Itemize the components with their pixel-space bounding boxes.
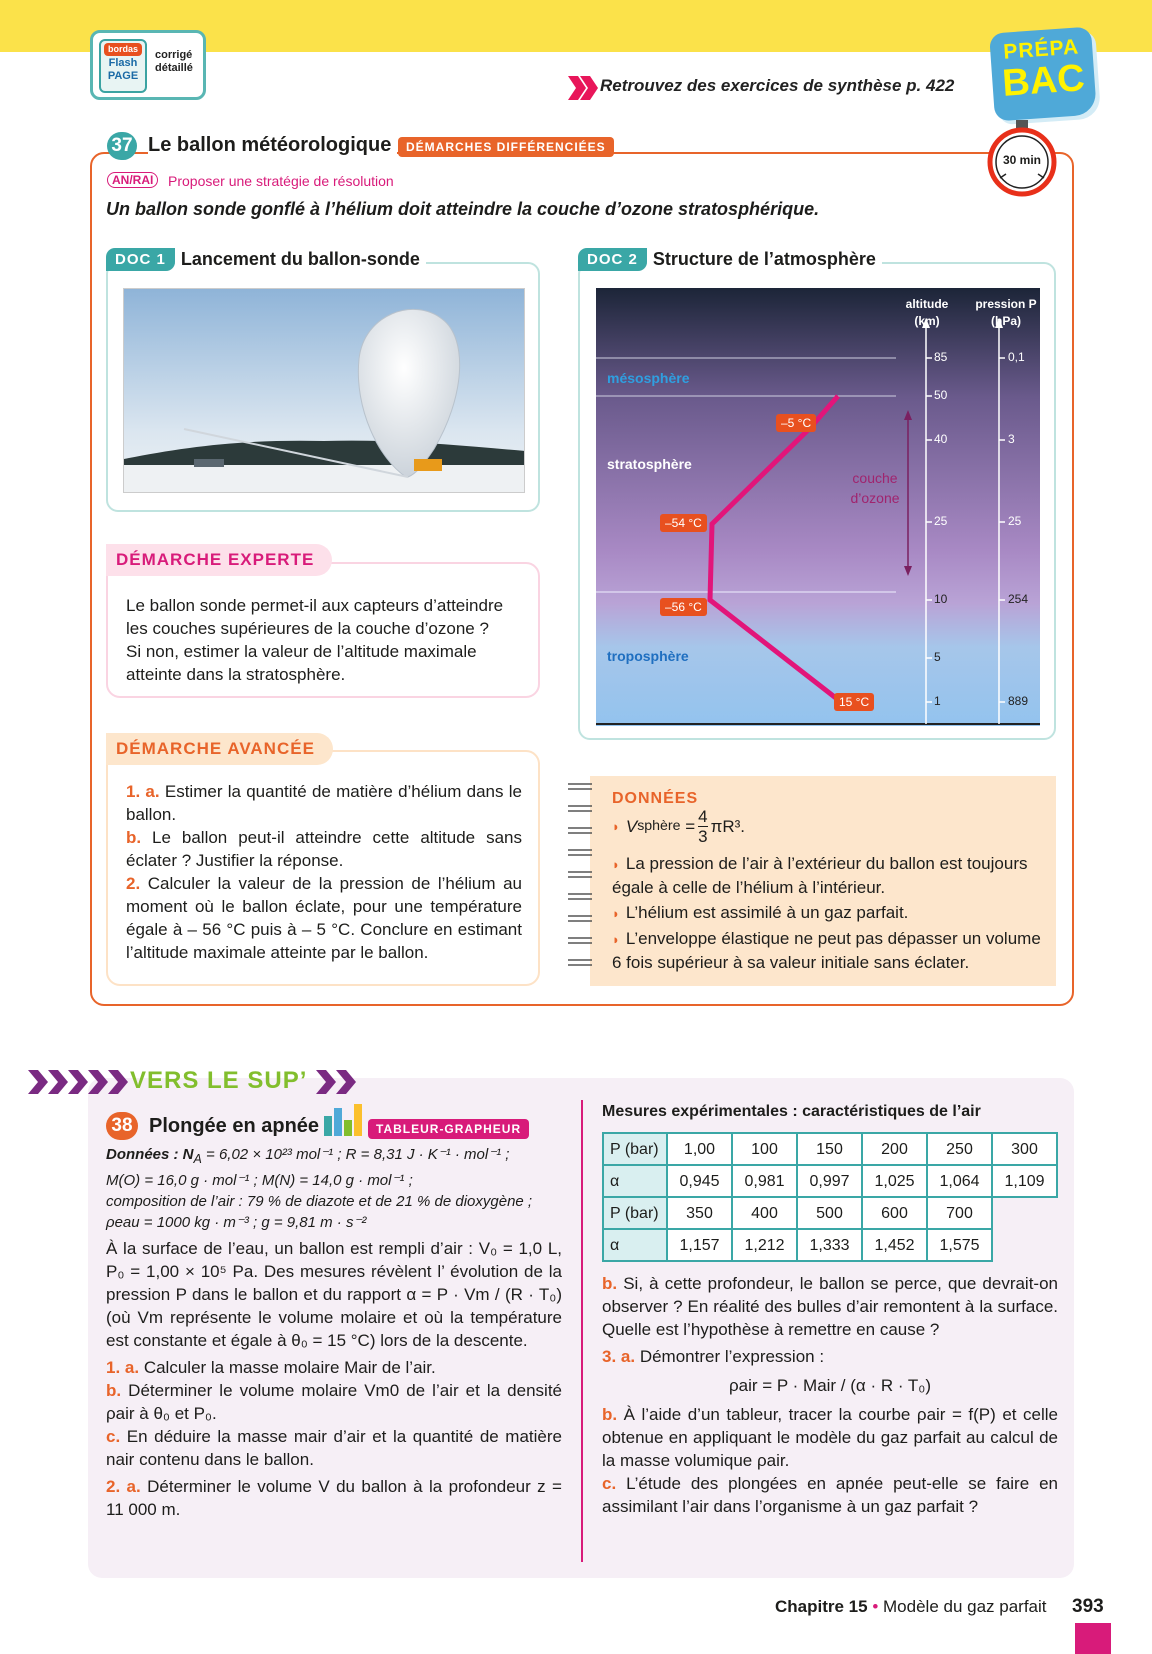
triple-chevron-icon bbox=[28, 1068, 128, 1096]
flash-caption bbox=[155, 49, 193, 75]
table-cell: 1,333 bbox=[797, 1229, 862, 1261]
ex38-q3a bbox=[602, 1345, 1058, 1368]
donnees-item bbox=[612, 901, 1042, 925]
q2a-label: 2. a. bbox=[106, 1477, 141, 1496]
q1c-text: En déduire la masse mair d’air et la quantité de matière nair contenu dans le ballon. bbox=[106, 1427, 562, 1469]
table-cell: 400 bbox=[732, 1197, 797, 1229]
page-tab-marker bbox=[1075, 1623, 1111, 1654]
table-cell: 600 bbox=[862, 1197, 927, 1229]
avance-text bbox=[126, 780, 522, 964]
donnees-line-4: ρeau = 1000 kg · m⁻³ ; g = 9,81 m · s⁻² bbox=[106, 1214, 367, 1231]
temp-label-minus54: –54 °C bbox=[660, 514, 707, 532]
q1a-label: 1. a. bbox=[106, 1358, 140, 1377]
q3c-text: L’étude des plongées en apnée peut-elle se faire en assimilant l’air dans l’organisme à un gaz parfait ? bbox=[602, 1474, 1058, 1516]
measurements-table bbox=[602, 1132, 1058, 1262]
alt-tick-1: 1 bbox=[934, 694, 941, 708]
bullet-icon: ◗ bbox=[612, 932, 620, 947]
table-header-cell: α bbox=[603, 1165, 667, 1197]
table-cell: 300 bbox=[992, 1133, 1057, 1165]
alt-tick-25: 25 bbox=[934, 514, 948, 528]
donnees-list bbox=[612, 806, 1042, 974]
page-label: PAGE bbox=[107, 70, 139, 82]
donnees-formula: ◗ V sphère = $\frac{4}{3}$ πR³. bbox=[612, 806, 746, 846]
table-row bbox=[603, 1133, 1057, 1165]
altitude-label: altitude bbox=[905, 297, 949, 311]
flash-label: Flash bbox=[108, 57, 138, 69]
expert-question-1: Le ballon sonde permet-il aux capteurs d’atteindre les couches supérieures de la couche d’ozone ? bbox=[126, 596, 504, 638]
q3a-label: 3. a. bbox=[602, 1347, 636, 1366]
q1a-text: Estimer la quantité de matière d’hélium dans le ballon. bbox=[126, 782, 522, 824]
formula-sub: sphère bbox=[637, 817, 681, 834]
q2b-text: Si, à cette profondeur, le ballon se perce, que devrait-on observer ? En réalité des bulles d’air remontent à la surface. Quelle est l’hypothèse à remettre en cause ? bbox=[602, 1274, 1059, 1339]
q1b-label: b. bbox=[126, 828, 142, 847]
ex38-q2a bbox=[106, 1475, 562, 1521]
ex38-q1c bbox=[106, 1425, 562, 1471]
table-cell: 350 bbox=[667, 1197, 732, 1229]
q1b-text: Déterminer le volume molaire Vm0 de l’air et la densité ρair à θ₀ et P₀. bbox=[106, 1381, 562, 1423]
ex38-q2b bbox=[602, 1272, 1058, 1341]
ozone-layer-label bbox=[838, 468, 912, 508]
temp-label-minus56: –56 °C bbox=[660, 598, 707, 616]
table-cell: 500 bbox=[797, 1197, 862, 1229]
caption-line-2: détaillé bbox=[155, 62, 193, 74]
q3b-text: À l’aide d’un tableur, tracer la courbe ρair = f(P) et celle obtenue en appliquant le modèle du gaz parfait au calcul de la masse volumique ρair. bbox=[602, 1405, 1058, 1470]
q1c-label: c. bbox=[106, 1427, 121, 1446]
spreadsheet-tag: TABLEUR-GRAPHEUR bbox=[368, 1119, 529, 1139]
exercise-title: Plongée en apnée bbox=[149, 1115, 320, 1137]
bullet-icon: ◗ bbox=[612, 906, 620, 921]
formula-v: V bbox=[625, 816, 638, 836]
donnees-title: DONNÉES bbox=[612, 790, 699, 807]
table-cell: 1,157 bbox=[667, 1229, 732, 1261]
exercise-number: 38 bbox=[106, 1112, 138, 1140]
donnees-item bbox=[612, 852, 1042, 899]
ex38-q3b bbox=[602, 1403, 1058, 1472]
table-header-cell: P (bar) bbox=[603, 1133, 667, 1165]
table-cell: 1,064 bbox=[927, 1165, 992, 1197]
altitude-unit: (km) bbox=[914, 314, 940, 328]
rho-air-formula: ρair = P · Mair / (α · R · T₀) bbox=[728, 1376, 932, 1395]
ex38-q1b bbox=[106, 1379, 562, 1425]
table-cell: 200 bbox=[862, 1133, 927, 1165]
altitude-axis-label bbox=[900, 296, 954, 330]
q2-text: Calculer la valeur de la pression de l’hélium au moment où le ballon éclate, pour une température égale à – 56 °C puis à – 5 °C. Conclure en estimant l’altitude maximale atteinte par le ballon. bbox=[126, 874, 522, 962]
doc2-tag: DOC 2 bbox=[578, 248, 647, 271]
pressure-tick-25: 25 bbox=[1008, 514, 1022, 528]
table-cell: 100 bbox=[732, 1133, 797, 1165]
alt-tick-40: 40 bbox=[934, 432, 948, 446]
ex38-donnees bbox=[106, 1144, 562, 1233]
temp-label-minus5: –5 °C bbox=[776, 414, 816, 432]
q1a-text: Calculer la masse molaire Mair de l’air. bbox=[143, 1358, 436, 1377]
table-cell: 0,981 bbox=[732, 1165, 797, 1197]
pressure-axis-label bbox=[966, 296, 1046, 330]
chapter-footer bbox=[775, 1597, 1047, 1617]
donnees-line-2: M(O) = 16,0 g · mol⁻¹ ; M(N) = 14,0 g · mol⁻¹ ; bbox=[106, 1172, 413, 1189]
pressure-tick-254: 254 bbox=[1008, 592, 1029, 606]
exercise-title: Le ballon météorologique bbox=[148, 134, 397, 157]
bullet-icon: ◗ bbox=[612, 818, 620, 834]
balloon-launch-photo bbox=[123, 288, 525, 493]
pressure-unit: (hPa) bbox=[991, 314, 1021, 328]
pressure-tick-3: 3 bbox=[1008, 432, 1015, 446]
doc1-tag: DOC 1 bbox=[106, 248, 175, 271]
table-empty-cell bbox=[992, 1197, 1057, 1229]
q1b-text: Le ballon peut-il atteindre cette altitude sans éclater ? Justifier la réponse. bbox=[126, 828, 522, 870]
formula-num: 4 bbox=[698, 806, 708, 826]
table-row bbox=[603, 1229, 1057, 1261]
table-cell: 1,452 bbox=[862, 1229, 927, 1261]
formula-den: 3 bbox=[698, 826, 708, 846]
expert-question-2: Si non, estimer la valeur de l’altitude maximale atteinte dans la stratosphère. bbox=[126, 642, 477, 684]
doc1-title: Lancement du ballon-sonde bbox=[175, 249, 426, 270]
skill-text: Proposer une stratégie de résolution bbox=[168, 173, 394, 189]
q1b-label: b. bbox=[106, 1381, 122, 1400]
alt-tick-5: 5 bbox=[934, 650, 941, 664]
bordas-label: bordas bbox=[104, 43, 142, 56]
q2a-text: Déterminer le volume V du ballon à la profondeur z = 11 000 m. bbox=[106, 1477, 562, 1519]
donnees-line-1: = 6,02 × 10²³ mol⁻¹ ; R = 8,31 J · K⁻¹ · mol⁻¹ ; bbox=[201, 1146, 510, 1163]
flash-page-logo bbox=[99, 39, 147, 93]
differentiated-tag: DÉMARCHES DIFFÉRENCIÉES bbox=[398, 137, 614, 157]
exercise-38-column-1 bbox=[106, 1144, 562, 1521]
expert-text bbox=[126, 594, 522, 686]
table-header-cell: P (bar) bbox=[603, 1197, 667, 1229]
spreadsheet-chart-icon bbox=[322, 1102, 366, 1138]
temp-label-15: 15 °C bbox=[834, 693, 874, 711]
flash-page-badge[interactable] bbox=[90, 30, 206, 100]
pressure-tick-0-1: 0,1 bbox=[1008, 350, 1025, 364]
table-cell: 700 bbox=[927, 1197, 992, 1229]
q3a-text: Démontrer l’expression : bbox=[639, 1347, 825, 1366]
table-row bbox=[603, 1165, 1057, 1197]
q3c-label: c. bbox=[602, 1474, 617, 1493]
avance-tag: DÉMARCHE AVANCÉE bbox=[106, 733, 333, 765]
ex38-statement: À la surface de l’eau, un ballon est rempli d’air : V₀ = 1,0 L, P₀ = 1,00 × 10⁵ Pa. Des mesures révèlent l’ évolution de la pression P dans le ballon et du rapport α = P · Vm / (R · T₀) (où Vm représente le volume molaire et où la température est constante et égale à θ₀ = 15 °C) lors de la descente. bbox=[106, 1239, 562, 1350]
donnees-b1: La pression de l’air à l’extérieur du ballon est toujours égale à celle de l’hélium à l’intérieur. bbox=[612, 854, 1028, 897]
doc2-header bbox=[578, 248, 882, 271]
exercise-38-column-2 bbox=[602, 1100, 1058, 1518]
table-cell: 250 bbox=[927, 1133, 992, 1165]
q2-label: 2. bbox=[126, 874, 141, 893]
alt-tick-10: 10 bbox=[934, 592, 948, 606]
alt-tick-85: 85 bbox=[934, 350, 948, 364]
ozone-line-2: d’ozone bbox=[850, 490, 900, 506]
chapter-title: Modèle du gaz parfait bbox=[883, 1597, 1047, 1616]
timer-label: 30 min bbox=[1002, 153, 1041, 167]
formula-rhs: πR³. bbox=[710, 816, 746, 836]
doc2-title: Structure de l’atmosphère bbox=[647, 249, 882, 270]
table-cell: 1,575 bbox=[927, 1229, 992, 1261]
q1a-label: 1. a. bbox=[126, 782, 160, 801]
table-cell: 1,00 bbox=[667, 1133, 732, 1165]
page-number: 393 bbox=[1072, 1596, 1104, 1617]
stratosphere-label: stratosphère bbox=[607, 456, 692, 472]
column-divider bbox=[581, 1100, 583, 1562]
footer-separator: • bbox=[872, 1597, 879, 1616]
doc1-header bbox=[106, 248, 426, 271]
prepa-label: PRÉPA bbox=[1002, 35, 1080, 64]
table-cell: 1,212 bbox=[732, 1229, 797, 1261]
double-chevron-icon bbox=[316, 1068, 358, 1096]
prepa-bac-badge bbox=[989, 27, 1097, 122]
table-cell: 0,997 bbox=[797, 1165, 862, 1197]
ex38-q3c bbox=[602, 1472, 1058, 1518]
caption-line-1: corrigé bbox=[155, 49, 193, 61]
table-title: Mesures expérimentales : caractéristiques de l’air bbox=[602, 1103, 981, 1120]
table-cell: 0,945 bbox=[667, 1165, 732, 1197]
mesosphere-label: mésosphère bbox=[607, 370, 690, 386]
table-cell: 1,109 bbox=[992, 1165, 1057, 1197]
q2b-label: b. bbox=[602, 1274, 618, 1293]
table-header-cell: α bbox=[603, 1229, 667, 1261]
exercise-intro: Un ballon sonde gonflé à l’hélium doit atteindre la couche d’ozone stratosphérique. bbox=[106, 199, 820, 219]
table-cell: 1,025 bbox=[862, 1165, 927, 1197]
alt-tick-50: 50 bbox=[934, 388, 948, 402]
donnees-b2: L’hélium est assimilé à un gaz parfait. bbox=[625, 903, 909, 922]
troposphere-label: troposphère bbox=[607, 648, 689, 664]
expert-tag: DÉMARCHE EXPERTE bbox=[106, 544, 332, 576]
formula-fraction bbox=[698, 807, 707, 846]
bac-label: BAC bbox=[1000, 57, 1087, 105]
spiral-binding-icon bbox=[566, 780, 596, 980]
pressure-tick-889: 889 bbox=[1008, 694, 1029, 708]
table-empty-cell bbox=[992, 1229, 1057, 1261]
exercise-number: 37 bbox=[107, 132, 137, 160]
donnees-label: Données : N bbox=[106, 1146, 194, 1163]
bullet-icon: ◗ bbox=[612, 857, 620, 872]
retrouvez-link[interactable]: Retrouvez des exercices de synthèse p. 422 bbox=[600, 76, 955, 95]
donnees-item bbox=[612, 927, 1042, 974]
pressure-label: pression P bbox=[975, 297, 1037, 311]
double-chevron-icon bbox=[566, 74, 600, 102]
chapter-number: Chapitre 15 bbox=[775, 1597, 868, 1616]
ozone-line-1: couche bbox=[852, 470, 898, 486]
ex38-q1a bbox=[106, 1356, 562, 1379]
table-cell: 150 bbox=[797, 1133, 862, 1165]
donnees-sub: A bbox=[193, 1152, 202, 1166]
vers-le-sup-title: VERS LE SUP’ bbox=[130, 1067, 308, 1094]
table-row bbox=[603, 1197, 1057, 1229]
donnees-b3: L’enveloppe élastique ne peut pas dépasser un volume 6 fois supérieur à sa valeur initiale sans éclater. bbox=[612, 929, 1041, 972]
skill-badge: AN/RAI bbox=[107, 172, 158, 188]
q3b-label: b. bbox=[602, 1405, 618, 1424]
donnees-line-3: composition de l’air : 79 % de diazote et de 21 % de dioxygène ; bbox=[106, 1193, 533, 1210]
